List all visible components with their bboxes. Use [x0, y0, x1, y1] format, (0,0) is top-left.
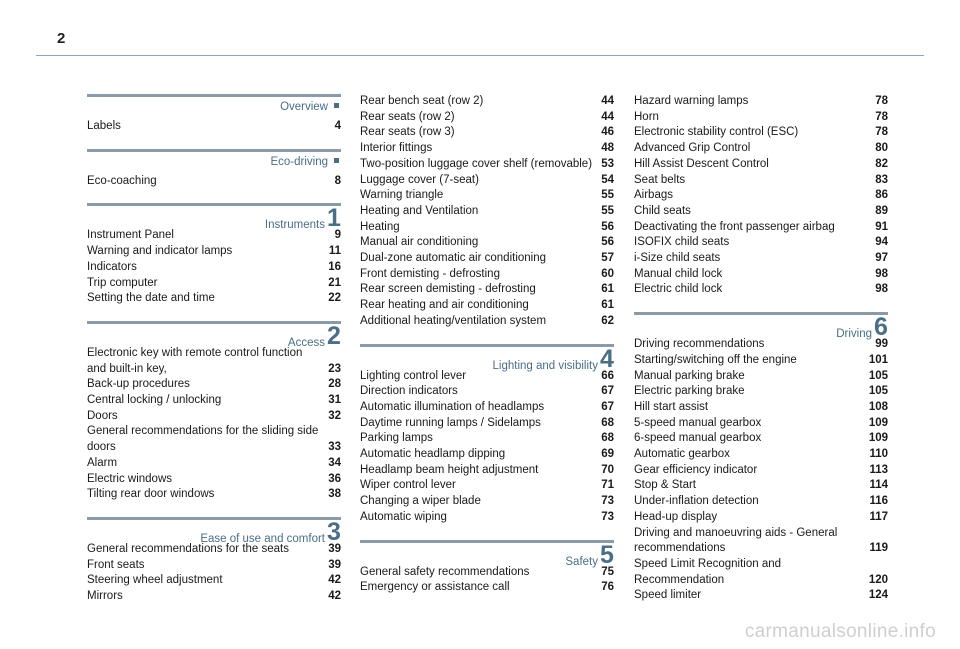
entry-title: Two-position luggage cover shelf (removable)	[360, 157, 593, 170]
toc-entry[interactable]	[634, 251, 888, 267]
entry-title: Electric parking brake	[634, 385, 745, 398]
entry-page-number: 31	[328, 394, 341, 407]
toc-entry[interactable]	[360, 463, 614, 479]
toc-entry[interactable]	[634, 510, 888, 526]
section-header	[87, 149, 341, 172]
section-title: Ease of use and comfort	[200, 532, 325, 545]
entry-title: Parking lamps	[360, 432, 433, 445]
toc-entry[interactable]	[360, 220, 614, 236]
entry-title: Deactivating the front passenger airbag	[634, 220, 835, 233]
entry-title: General recommendations for the seats	[87, 542, 289, 555]
entry-page-number: 98	[875, 283, 888, 296]
entry-page-number: 55	[601, 204, 614, 217]
entry-title: Seat belts	[634, 173, 686, 186]
section-title: Instruments	[264, 219, 325, 232]
entry-page-number: 8	[334, 174, 341, 187]
section-square-marker	[334, 158, 339, 163]
entry-title: Driving and manoeuvring aids - General recommendations	[634, 526, 838, 555]
entry-page-number: 23	[328, 362, 341, 375]
entry-title: Speed limiter	[634, 589, 702, 602]
entry-page-number: 113	[869, 463, 888, 476]
toc-section	[87, 203, 341, 307]
entry-page-number: 91	[875, 220, 888, 233]
section-title: Overview	[280, 101, 328, 113]
page-number: 2	[57, 30, 66, 47]
entry-page-number: 42	[328, 590, 341, 603]
entry-page-number: 57	[601, 252, 614, 265]
entry-page-number: 78	[875, 110, 888, 123]
entry-page-number: 48	[601, 142, 614, 155]
section-number: 3	[327, 517, 341, 546]
entry-page-number: 70	[601, 463, 614, 476]
toc-entry[interactable]	[360, 510, 614, 526]
entry-title: Heating and Ventilation	[360, 204, 479, 217]
entry-page-number: 34	[328, 456, 341, 469]
entry-title: Luggage cover (7-seat)	[360, 173, 479, 186]
entry-title: 6-speed manual gearbox	[634, 432, 762, 445]
toc-entry[interactable]	[360, 400, 614, 416]
toc-entry[interactable]	[87, 573, 341, 589]
toc-entry[interactable]	[87, 589, 341, 605]
entry-title: Starting/switching off the engine	[634, 353, 797, 366]
section-number: 4	[600, 344, 614, 373]
section-header	[360, 540, 614, 569]
toc-entry[interactable]	[87, 487, 341, 503]
entry-title: Central locking / unlocking	[87, 394, 222, 407]
toc-entry[interactable]	[87, 346, 341, 377]
toc-entry[interactable]	[360, 157, 614, 173]
entry-title: Wiper control lever	[360, 479, 456, 492]
toc-section	[87, 94, 341, 135]
entry-page-number: 46	[601, 126, 614, 139]
toc-entry[interactable]	[87, 409, 341, 425]
entry-page-number: 16	[328, 260, 341, 273]
entry-page-number: 42	[328, 574, 341, 587]
toc-entry[interactable]	[634, 526, 888, 557]
entry-title: Stop & Start	[634, 479, 697, 492]
toc-entry[interactable]	[634, 369, 888, 385]
section-title: Access	[287, 336, 325, 349]
entry-title: Manual child lock	[634, 267, 723, 280]
entry-page-number: 62	[601, 314, 614, 327]
toc-entry[interactable]	[360, 204, 614, 220]
entry-page-number: 120	[868, 573, 888, 586]
toc-entry[interactable]	[360, 447, 614, 463]
entry-page-number: 73	[601, 510, 614, 523]
entry-page-number: 76	[601, 581, 614, 594]
toc-entry[interactable]	[360, 110, 614, 126]
entry-page-number: 117	[869, 510, 888, 523]
entry-page-number: 67	[601, 400, 614, 413]
toc-column-2	[360, 94, 614, 610]
entry-title: Headlamp beam height adjustment	[360, 463, 539, 476]
entry-page-number: 71	[601, 479, 614, 492]
toc-entry[interactable]	[87, 119, 341, 135]
toc-entry[interactable]	[634, 494, 888, 510]
entry-page-number: 69	[601, 448, 614, 461]
entry-page-number: 75	[601, 565, 614, 578]
toc-entry[interactable]	[360, 282, 614, 298]
toc-entry[interactable]	[634, 416, 888, 432]
entry-page-number: 67	[601, 385, 614, 398]
toc-entry[interactable]	[87, 174, 341, 190]
toc-section	[87, 321, 341, 503]
toc-section	[87, 517, 341, 605]
toc-entry[interactable]	[87, 244, 341, 260]
entry-page-number: 119	[869, 542, 888, 555]
section-square-marker	[334, 103, 339, 108]
toc-entry[interactable]	[360, 384, 614, 400]
entry-page-number: 11	[328, 245, 341, 258]
toc-entry[interactable]	[87, 393, 341, 409]
entry-page-number: 116	[869, 495, 888, 508]
toc-entry[interactable]	[360, 188, 614, 204]
toc-entry[interactable]	[634, 157, 888, 173]
entry-title: Hill start assist	[634, 400, 709, 413]
entry-page-number: 22	[328, 292, 341, 305]
toc-entry[interactable]	[360, 478, 614, 494]
entry-page-number: 68	[601, 432, 614, 445]
entry-title: Manual air conditioning	[360, 236, 479, 249]
entry-title: Interior fittings	[360, 142, 433, 155]
entry-page-number: 97	[875, 252, 888, 265]
toc-entry[interactable]	[87, 424, 341, 455]
entry-title: Speed Limit Recognition and Recommendation	[634, 557, 782, 586]
toc-entry[interactable]	[634, 557, 888, 588]
entry-title: Mirrors	[87, 590, 123, 603]
entry-page-number: 55	[601, 189, 614, 202]
entry-page-number: 39	[328, 558, 341, 571]
entry-title: Front seats	[87, 558, 145, 571]
toc-section	[634, 94, 888, 298]
entry-page-number: 110	[869, 448, 888, 461]
entry-title: Eco-coaching	[87, 174, 157, 187]
entry-title: Dual-zone automatic air conditioning	[360, 252, 547, 265]
entry-page-number: 21	[328, 276, 341, 289]
toc-entry[interactable]	[360, 173, 614, 189]
toc-entry[interactable]	[634, 353, 888, 369]
entry-title: Manual parking brake	[634, 369, 745, 382]
toc-section	[87, 149, 341, 190]
toc-entry[interactable]	[87, 472, 341, 488]
watermark: carmanualsonline.info	[744, 621, 936, 642]
toc-entry[interactable]	[360, 580, 614, 596]
entry-page-number: 109	[868, 432, 888, 445]
entry-page-number: 44	[601, 95, 614, 107]
entry-page-number: 105	[868, 369, 888, 382]
toc-entry[interactable]	[634, 267, 888, 283]
entry-title: Warning triangle	[360, 189, 444, 202]
toc-entry[interactable]	[360, 141, 614, 157]
entry-page-number: 68	[601, 416, 614, 429]
section-title: Lighting and visibility	[492, 359, 598, 372]
entry-title: Emergency or assistance call	[360, 581, 510, 594]
entry-page-number: 39	[328, 542, 341, 555]
entry-title: Driving recommendations	[634, 338, 765, 351]
toc-entry[interactable]	[634, 235, 888, 251]
entry-page-number: 80	[875, 142, 888, 155]
toc-entry[interactable]	[360, 314, 614, 330]
entry-page-number: 114	[869, 479, 888, 492]
toc-entry[interactable]	[634, 220, 888, 236]
entry-title: Direction indicators	[360, 385, 458, 398]
entry-title: Rear seats (row 3)	[360, 126, 455, 139]
entry-page-number: 66	[601, 369, 614, 382]
entry-title: Rear bench seat (row 2)	[360, 95, 484, 107]
toc-entry[interactable]	[360, 235, 614, 251]
entry-page-number: 105	[868, 385, 888, 398]
entry-page-number: 101	[868, 353, 888, 366]
section-title: Driving	[836, 328, 872, 341]
toc-entry[interactable]	[360, 125, 614, 141]
toc-entry[interactable]	[360, 251, 614, 267]
entry-title: Hazard warning lamps	[634, 95, 749, 107]
entry-page-number: 86	[875, 189, 888, 202]
toc-section	[360, 344, 614, 526]
entry-title: Automatic headlamp dipping	[360, 448, 506, 461]
entry-title: Rear seats (row 2)	[360, 110, 455, 123]
toc-entry[interactable]	[634, 478, 888, 494]
entry-title: General safety recommendations	[360, 565, 530, 578]
section-header	[87, 203, 341, 233]
entry-page-number: 108	[868, 400, 888, 413]
entry-page-number: 94	[875, 236, 888, 249]
toc-section	[634, 312, 888, 604]
toc-entry[interactable]	[87, 291, 341, 307]
entry-title: Horn	[634, 110, 659, 123]
section-title: Eco-driving	[270, 155, 328, 168]
entry-page-number: 109	[868, 416, 888, 429]
toc-entry[interactable]	[634, 431, 888, 447]
section-number: 5	[600, 540, 614, 569]
toc-entry[interactable]	[634, 400, 888, 416]
entry-title: Rear heating and air conditioning	[360, 299, 529, 312]
section-header	[634, 312, 888, 342]
toc-section	[360, 540, 614, 596]
entry-page-number: 44	[601, 110, 614, 123]
entry-title: Head-up display	[634, 510, 718, 523]
entry-title: Additional heating/ventilation system	[360, 314, 547, 327]
toc-entry[interactable]	[634, 110, 888, 126]
entry-page-number: 83	[875, 173, 888, 186]
toc-entry[interactable]	[360, 298, 614, 314]
entry-title: Setting the date and time	[87, 292, 215, 305]
entry-page-number: 124	[868, 589, 888, 602]
entry-title: i-Size child seats	[634, 252, 721, 265]
entry-page-number: 89	[875, 204, 888, 217]
entry-title: Electric windows	[87, 472, 172, 485]
toc-entry[interactable]	[634, 204, 888, 220]
entry-page-number: 60	[601, 267, 614, 280]
toc-column-3	[634, 94, 888, 618]
entry-title: Automatic wiping	[360, 510, 447, 523]
entry-title: Automatic illumination of headlamps	[360, 400, 545, 413]
toc-entry[interactable]	[87, 456, 341, 472]
entry-title: Automatic gearbox	[634, 448, 730, 461]
entry-page-number: 28	[328, 378, 341, 391]
entry-title: Alarm	[87, 456, 118, 469]
entry-page-number: 53	[601, 157, 614, 170]
entry-title: Electronic key with remote control function and built-in key,	[87, 346, 303, 375]
entry-page-number: 56	[601, 220, 614, 233]
entry-title: Back-up procedures	[87, 378, 190, 391]
entry-page-number: 9	[334, 229, 341, 242]
toc-entry[interactable]	[634, 94, 888, 110]
entry-page-number: 33	[328, 441, 341, 454]
entry-page-number: 4	[334, 120, 341, 132]
toc-entry[interactable]	[360, 267, 614, 283]
entry-title: Electronic stability control (ESC)	[634, 126, 799, 139]
toc-entry[interactable]	[634, 384, 888, 400]
toc-entry[interactable]	[634, 463, 888, 479]
entry-title: Lighting control lever	[360, 369, 467, 382]
entry-title: Indicators	[87, 260, 137, 273]
toc-entry[interactable]	[634, 141, 888, 157]
toc-entry[interactable]	[634, 188, 888, 204]
entry-title: Under-inflation detection	[634, 495, 759, 508]
section-header	[87, 321, 341, 350]
section-number: 1	[327, 204, 341, 233]
entry-title: Heating	[360, 220, 400, 233]
entry-title: Tilting rear door windows	[87, 488, 215, 501]
entry-title: Warning and indicator lamps	[87, 245, 233, 258]
toc-entry[interactable]	[360, 431, 614, 447]
entry-title: Steering wheel adjustment	[87, 574, 223, 587]
entry-page-number: 32	[328, 409, 341, 422]
entry-title: Airbags	[634, 189, 673, 202]
entry-title: Child seats	[634, 204, 691, 217]
section-header	[360, 344, 614, 373]
entry-page-number: 61	[601, 283, 614, 296]
toc-entry[interactable]	[360, 494, 614, 510]
entry-title: Front demisting - defrosting	[360, 267, 500, 280]
entry-title: Labels	[87, 120, 121, 132]
entry-page-number: 78	[875, 95, 888, 107]
toc-entry[interactable]	[360, 416, 614, 432]
toc-section	[360, 94, 614, 330]
entry-page-number: 73	[601, 495, 614, 508]
toc-entry[interactable]	[634, 588, 888, 604]
entry-page-number: 36	[328, 472, 341, 485]
entry-page-number: 61	[601, 299, 614, 312]
toc-column-1	[87, 94, 341, 619]
entry-title: 5-speed manual gearbox	[634, 416, 762, 429]
header-rule	[36, 55, 924, 56]
entry-title: General recommendations for the sliding side doors	[87, 425, 319, 454]
toc-entry[interactable]	[634, 173, 888, 189]
entry-page-number: 78	[875, 126, 888, 139]
entry-title: Instrument Panel	[87, 229, 174, 242]
section-title: Safety	[565, 555, 598, 568]
entry-page-number: 54	[601, 173, 614, 186]
toc-entry[interactable]	[87, 276, 341, 292]
section-number: 2	[327, 321, 341, 350]
toc-entry[interactable]	[634, 447, 888, 463]
entry-title: Rear screen demisting - defrosting	[360, 283, 536, 296]
entry-title: Daytime running lamps / Sidelamps	[360, 416, 541, 429]
entry-page-number: 98	[875, 267, 888, 280]
entry-title: ISOFIX child seats	[634, 236, 730, 249]
section-header	[87, 94, 341, 117]
toc-entry[interactable]	[634, 282, 888, 298]
entry-title: Hill Assist Descent Control	[634, 157, 769, 170]
entry-title: Doors	[87, 409, 118, 422]
toc-entry[interactable]	[360, 94, 614, 110]
entry-page-number: 99	[875, 338, 888, 351]
entry-title: Trip computer	[87, 276, 158, 289]
section-number: 6	[874, 313, 888, 342]
entry-title: Changing a wiper blade	[360, 495, 481, 508]
entry-title: Electric child lock	[634, 283, 723, 296]
entry-page-number: 56	[601, 236, 614, 249]
toc-entry[interactable]	[87, 377, 341, 393]
toc-entry[interactable]	[87, 260, 341, 276]
toc-entry[interactable]	[87, 558, 341, 574]
entry-page-number: 38	[328, 488, 341, 501]
entry-page-number: 82	[875, 157, 888, 170]
toc-entry[interactable]	[634, 125, 888, 141]
entry-title: Advanced Grip Control	[634, 142, 751, 155]
section-header	[87, 517, 341, 546]
entry-title: Gear efficiency indicator	[634, 463, 758, 476]
